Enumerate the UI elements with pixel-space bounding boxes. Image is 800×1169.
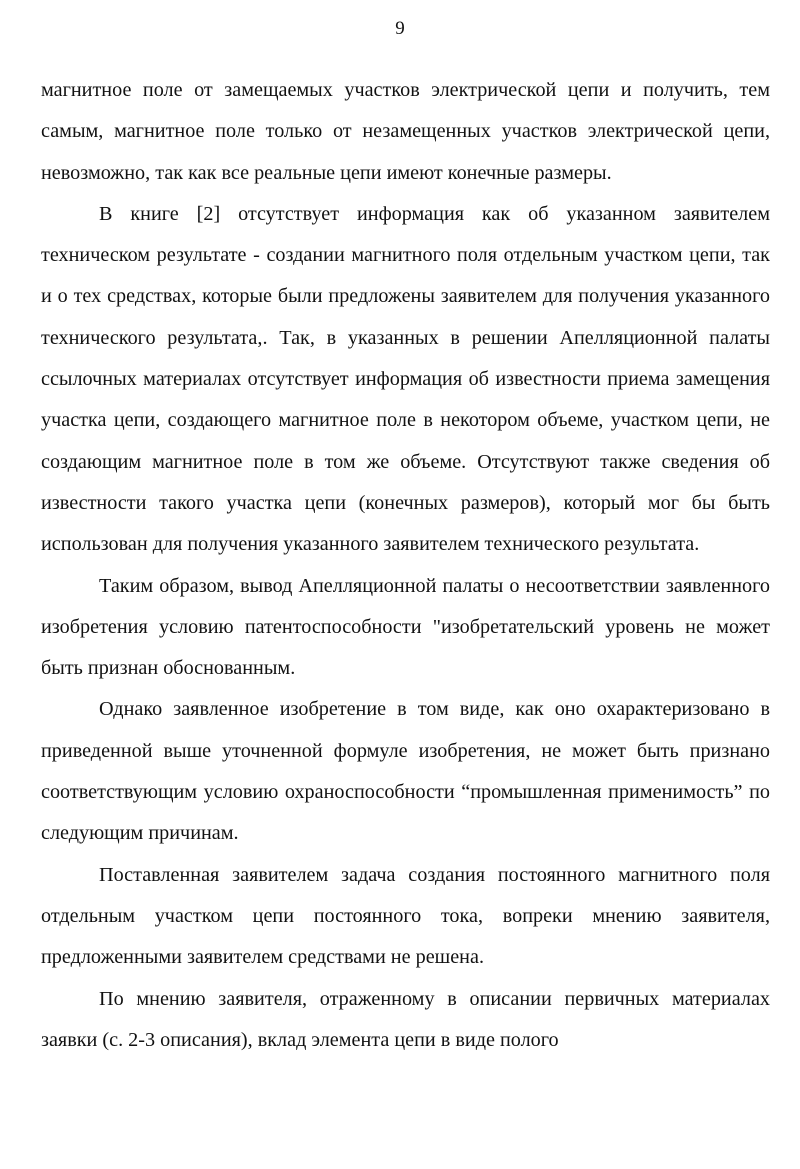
document-body	[41, 70, 770, 1061]
paragraph-applicant-opinion: По мнению заявителя, отраженному в описании первичных материалах заявки (с. 2-3 описания), вклад элемента цепи в виде полого	[41, 987, 770, 1051]
paragraph-task: Поставленная заявителем задача создания постоянного магнитного поля отдельным участком цепи постоянного тока, вопреки мнению заявителя, предложенными заявителем средствами не решена.	[41, 863, 770, 969]
paragraph-conclusion: Таким образом, вывод Апелляционной палаты о несоответствии заявленного изобретения условию патентоспособности "изобретательский уровень не может быть признан обоснованным.	[41, 574, 770, 680]
paragraph-continuation: магнитное поле от замещаемых участков электрической цепи и получить, тем самым, магнитное поле только от незамещенных участков электрической цепи, невозможно, так как все реальные цепи имеют конечные размеры.	[41, 79, 770, 184]
paragraph-book-reference: В книге [2] отсутствует информация как об указанном заявителем техническом результате - создании магнитного поля отдельным участком цепи, так и о тех средствах, которые были предложены заявителем для получения указанного технического результата,. Так, в указанных в решении Апелляционной палаты ссылочных материалах отсутствует информация об известности приема замещения участка цепи, создающего магнитное поле в некотором объеме, участком цепи, не создающим магнитное поле в том же объеме. Отсутствуют также сведения об известности такого участка цепи (конечных размеров), который мог бы быть использован для получения указанного заявителем технического результата.	[41, 202, 770, 556]
paragraph-applicability: Однако заявленное изобретение в том виде, как оно охарактеризовано в приведенной выше уточненной формуле изобретения, не может быть признано соответствующим условию охраноспособности “промышленная применимость” по следующим причинам.	[41, 698, 770, 845]
page-number: 9	[395, 18, 405, 39]
